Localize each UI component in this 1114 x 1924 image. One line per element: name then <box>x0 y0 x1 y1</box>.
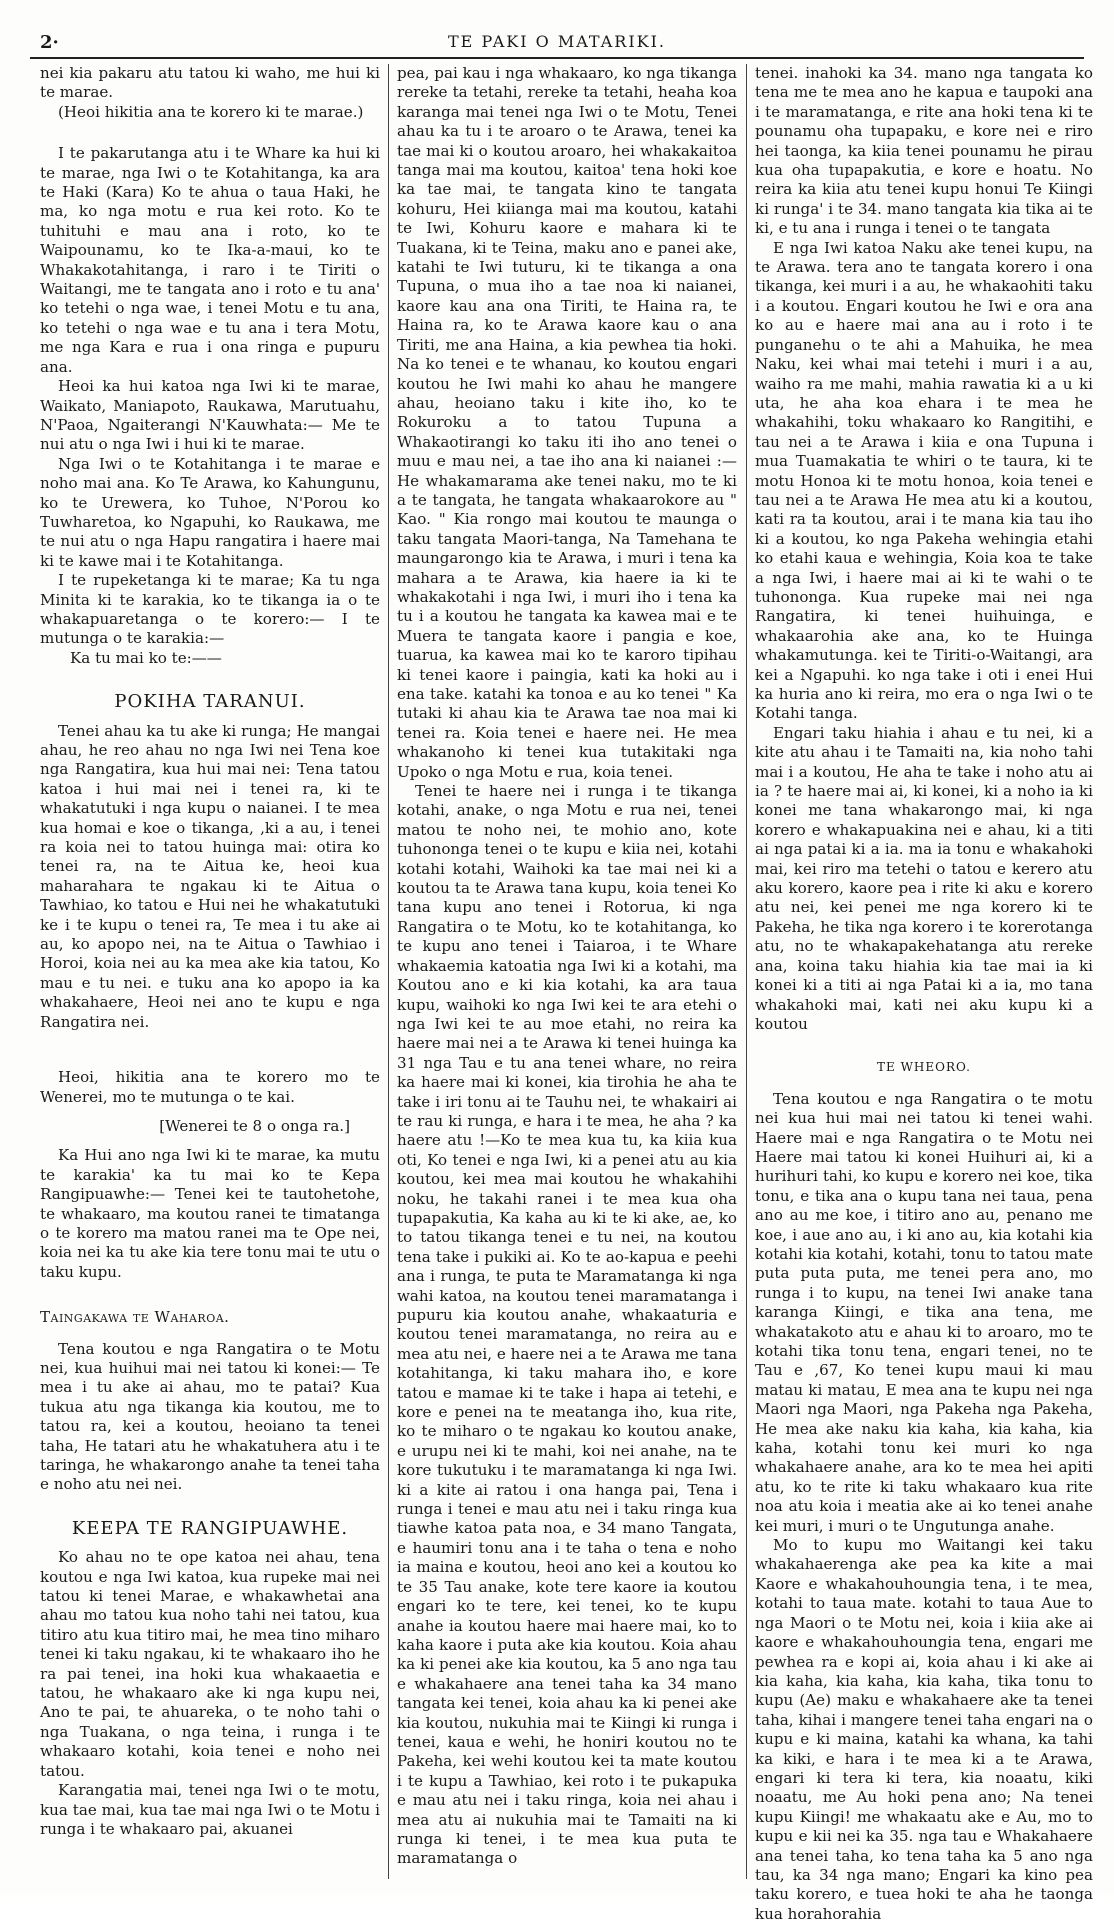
paragraph: Heoi ka hui katoa nga Iwi ki te marae, Waikato, Maniapoto, Raukawa, Marutuahu, N'Paoa, Ngaiterangi N'Kauwhata:— Me te nui atu o nga Iwi i hui ki te marae. <box>40 377 380 454</box>
paragraph: Ko ahau no te ope katoa nei ahau, tena koutou e nga Iwi katoa, kua rupeke mai nei tatou ki tenei Marae, e whakawhetai ana ahau mo tatou kua noho tahi nei tatou, kua titiro atu kua titiro mai, he mea tino miharo tenei ki taku ngakau, ki te whakaaro iho he ra pai tenei, ina hoki kua whakaaetia e tatou, he whakaaro ake ki nga kupu nei, Ano te pai, te ahuareka, o te noho tahi o nga Tuakana, o nga teina, i runga i te whakaaro kotahi, koia tenei e noho nei tatou. <box>40 1548 380 1780</box>
paragraph: Karangatia mai, tenei nga Iwi o te motu, kua tae mai, kua tae mai nga Iwi o te Motu i runga i te whakaaro pai, akuanei <box>40 1781 380 1838</box>
column-2 <box>397 64 737 1879</box>
column-divider <box>746 64 747 1879</box>
stage-direction: (Heoi hikitia ana te korero ki te marae.) <box>58 102 364 121</box>
paragraph: nei kia pakaru atu tatou ki waho, me hui ki te marae. <box>40 64 380 102</box>
page-header <box>30 30 1084 54</box>
column-1 <box>40 64 380 1879</box>
paragraph: Mo to kupu mo Waitangi kei taku whakahaerenga ake pea ka kite a mai Kaore e whakahouhoungia tena, i te mea, kotahi to taua mate. kotahi to taua Aue to nga Maori o te Motu nei, koia i kiia ake ai kaore e whakahouhoungia tena, engari me pewhea ra e kopi ai, koia ahau i ki ake ai kia kaha, kia kaha, kia kaha, tika tonu to kupu (Ae) maku e whakahaere ake ta tenei taha, kihai i mangere tenei taha engari na o kupu e ki maina, katahi ka whana, ka tahi ka kiki, e hara i te mea ki a te Arawa, engari ki tera ki tera, kia noaatu, kiki noaatu, me Au hoki pena ano; Na tenei kupu Kiingi! me whakaatu ake e Au, mo to kupu e kii nei ka 35. nga tau e Whakahaere ana tenei taha, ko tena taha ka 5 ano nga tau, ka 34 nga mano; Engari ka kino pea taku korero, e tuea hoki te aha he taonga kua horahorahia <box>755 1536 1093 1923</box>
paragraph: I te pakarutanga atu i te Whare ka hui ki te marae, nga Iwi o te Kotahitanga, ka ara te Haki (Kara) Ko te ahua o taua Haki, he ma, ko nga motu e rua kei roto. Ko te tuhituhi e mau ana i roto, ko te Waipounamu, ko te Ika-a-maui, ko te Whakakotahitanga, i raro i te Tiriti o Waitangi, me te tangata ano i roto e tu ana' ko tetehi o nga wae, i tenei Motu e tu ana, ko tetehi o nga wae e tu ana i tera Motu, me nga Kara e rua i ona ringa e pupuru ana. <box>40 144 380 376</box>
speaker-heading-taingakawa: Taingakawa te Waharoa. <box>40 1308 230 1327</box>
speaker-heading-wheoro: TE WHEORO. <box>877 1060 971 1075</box>
column-3 <box>755 64 1093 1923</box>
page-number: 2· <box>40 32 59 53</box>
paragraph: Tenei te haere nei i runga i te tikanga kotahi, anake, o nga Motu e rua nei, tenei matou te noho nei, te mohio ano, kote tuhononga tenei o te kupu e kiia nei, kotahi kotahi kotahi, Waihoki ka tae mai nei ki a koutou ta te Arawa tana kupu, koia tenei Ko tana kupu ano tenei i Rotorua, ki nga Rangatira o te Motu, ko te kotahitanga, ko te kupu ano tenei i Taiaroa, i te Whare whakaemia katoatia nga Iwi ki a kotahi, ma Koutou ano e ki kia kotahi, ka ara taua kupu, waihoki ko nga Iwi kei te ara etehi o nga Iwi kei te au moe etahi, no reira ka haere mai nei a te Arawa ki tenei huinga ka 31 nga Tau e tu ana tenei whare, no reira ka haere mai ki konei, kia tirohia he aha te take i iri tonu ai te Tauhu nei, te whakairi ai te rau ki runga, e hara i te mea, he aha ? ka haere atu !—Ko te mea kua tu, ka kiia kua oti, Ko tenei e nga Iwi, ki a penei atu au kia koutou, kei mea mai koutou he whakahihi noku, he takahi ranei i te mea kua oha tupapakutia, Ka kaha au ki te ki ake, ae, ko to tatou tikanga tenei e tu nei, na koutou tena take i pukiki ai. Ko te ao-kapua e peehi ana i runga, te puta te Maramatanga ki nga wahi katoa, na koutou tenei maramatanga i pupuru kia koutou anahe, whakaaturia e koutou tenei maramatanga, no reira au e mea atu nei, e haere nei a te Arawa me tana kotahitanga, ki taku mahara iho, e kore tatou e mamae ki te take i hapa ai tetehi, e kore e penei na te meatanga iho, kua rite, ko te miharo o te ngakau ko koutou anake, e urupu nei ki te mahi, koi nei anahe, na te kore tukutuku i te maramatanga ki nga Iwi. ki a kite ai ratou i ona hanga pai, Tena i runga i tenei e mau atu nei i taku ringa kua tiawhe katoa pata noa, e 34 mano Tangata, e haumiri tonu ana i te taha o tena e noho ia maina e koutou, heoi ano kei a koutou ko te 35 Tau anake, kote tere kaore ia koutou engari ko te tere, kei tenei, ko te kupu anahe ia koutou haere mai haere mai, ko to kaha kaore i puta ake kia koutou. Koia ahau ka ki penei ake kia koutou, ka 5 ano nga tau e whakahaere ana tenei taha ka 34 mano tangata kei tenei, koia ahau ka ki penei ake kia koutou, nukuhia mai te Kiingi ki runga i tenei, kaua e wehi, he honiri koutou no te Pakeha, kei wehi koutou kei ta mate koutou i te kupu a Tawhiao, kei roto i te pukapuka e mau atu nei i taku ringa, koia nei ahau i mea atu ai nukuhia mai te Tamaiti na ki runga ki tenei, i te mea kua puta te maramatanga o <box>397 782 737 1868</box>
paragraph: I te rupeketanga ki te marae; Ka tu nga Minita ki te karakia, ko te tikanga ia o te whakapuaretanga o te korero:— I te mutunga o te karakia:— <box>40 571 380 648</box>
newspaper-title: TE PAKI O MATARIKI. <box>448 32 666 51</box>
speaker-heading-keepa: KEEPA TE RANGIPUAWHE. <box>71 1517 349 1539</box>
paragraph: pea, pai kau i nga whakaaro, ko nga tikanga rereke ta tetahi, rereke ta tetahi, heaha koa karanga mai tenei nga Iwi o te Motu, Tenei ahau ka tu i te aroaro o te Arawa, tenei ka tae mai ki o koutou aroaro, hei whakakaitoa tanga mai ma koutou, kaitoa' tena hoki koe ka tae mai, te tangata kino te tangata kohuru, Hei kiianga mai ma koutou, katahi te Iwi, Kohuru kaore e mahara ki te Tuakana, ki te Teina, maku ano e panei ake, katahi te Iwi tuturu, ki te tikanga a ona Tupuna, o mua iho a tae noa ki naianei, kaore kau ana ona Tiriti, te Haina ra, te Haina ra, ko te Arawa kaore kau o ana Tiriti, me ana Haina, a kia pewhea tia hoki. Na ko tenei e te whanau, ko koutou engari koutou he Iwi mahi ko ahau he mangere ahau, heoiano taku i kite iho, ko te Rokuroku a to tatou Tupuna a Whakaotirangi ko taku iti iho ano tenei o muu e mau nei, a tae iho ana ki naianei :— He whakamarama ake tenei naku, mo te ki a te tangata, he tangata whakaarokore au " Kao. " Kia rongo mai koutou te maunga o taku tangata Maori-tanga, Na Tamehana te maungarongo kia te Arawa, i muri i tena ka mahara a te Arawa, kia haere ia ki te whakakotahi i nga Iwi, i muri iho i tena ka tu i a koutou he tangata ka kawea mai e te Muera te tangata kaore i pangia e koe, tuarua, ka kawea mai ko te karoro tipihau ki tenei kaore i paingia, kati ka hoki au i ena take. katahi ka tonoa e au ko tenei " Ka tutaki ki ahau kia te Arawa tae noa mai ki tenei ra. Koia tenei e haere nei. He mea whakanoho ki tenei kua tutakitaki nga Upoko o nga Motu e rua, koia tenei. <box>397 64 737 781</box>
paragraph: tenei. inahoki ka 34. mano nga tangata ko tena me te mea ano he kapua e taupoki ana i te maramatanga, e rite ana hoki tena ki te pounamu oha tupapaku, e kore nei e riro hei taonga, ka kiia tenei pounamu he pirau kua oha tupapakutia, e kore e hoatu. No reira ka kiia atu tenei kupu honui Te Kiingi ki runga' i te 34. mano tangata kia tika ai te ki, e tu ana i runga i tenei o te tangata <box>755 64 1093 238</box>
paragraph: Tenei ahau ka tu ake ki runga; He mangai ahau, he reo ahau no nga Iwi nei Tena koe nga Rangatira, kua hui mai nei: Tena tatou katoa i hui mai nei i tenei ra, ki te whakatutuki i nga kupu o naianei. I te mea kua homai e koe o tikanga, ,ki a au, i tenei ra koia nei to tatou huinga mai: otira ko tenei ra, na te Aitua ke, heoi kua maharahara te ngakau ki te Aitua o Tawhiao, ko tatou e Hui nei he whakatutuki ke i te kupu o tenei ra, Te mea i tu ake ai au, ko apopo nei, na te Aitua o Tawhiao i Horoi, koia nei au ka mea ake kia tatou, Ko mau e tu nei. e tuku ana ko apopo ia ka whakahaere, Heoi nei ano te kupu e nga Rangatira nei. <box>40 721 380 1031</box>
header-rule <box>30 57 1084 59</box>
paragraph: Tena koutou e nga Rangatira o te Motu nei, kua huihui mai nei tatou ki konei:— Te mea i tu ake ai ahau, mo te patai? Kua tukua atu nga tikanga kia koutou, me to tatou ra, kei a koutou, heoiano ta tenei taha, He tatari atu he whakatuhera atu i te taringa, he whakarongo anahe ta tenei taha e noho atu nei nei. <box>40 1339 380 1494</box>
paragraph: Ka tu mai ko te:—— <box>70 648 222 667</box>
paragraph: Nga Iwi o te Kotahitanga i te marae e noho mai ana. Ko Te Arawa, ko Kahungunu, ko te Urewera, ko Tuhoe, N'Porou ko Tuwharetoa, ko Ngapuhi, ko Raukawa, me te nui atu o nga Hapu rangatira i haere mai ki te kawe mai i te Kotahitanga. <box>40 454 380 570</box>
date-line: [Wenerei te 8 o onga ra.] <box>159 1116 350 1135</box>
paragraph: E nga Iwi katoa Naku ake tenei kupu, na te Arawa. tera ano te tangata korero i ona tikanga, kei muri i a au, he whakaohiti taku i a koutou. Engari koutou he Iwi e ora ana ko au e haere mai ana au i roto i te punganehu o te ahi a Mahuika, he mea Naku, kei whai mai tetehi i muri i a au, waiho ra me mahi, mahia rawatia ki a u ki uta, he aha koa ehara i te mea he whakahihi, toku whakaaro ko Rangitihi, e tau nei a te Arawa i kiia e ona Tupuna i mua Tuamakatia te whiri o te taura, ki te motu Honoa ki te motu honoa, koia tenei e tau nei a te Arawa He mea atu ki a koutou, kati ra ta koutou, arai i te mana kia tau iho ki a koutou, ko nga Pakeha wehingia etahi ko etahi kaua e wehingia, Koia koa te take a nga Iwi, i haere mai ai ki te wahi o te tuhononga. Kua rupeke mai nei nga Rangatira, ki tenei huihuinga, e whakaarohia ake ana, ko te Huinga whakamutunga. kei te Tiriti-o-Waitangi, ara kei a Ngapuhi. ko nga take i oti i enei Hui ka huria ano ki reira, mo era o nga Iwi o te Kotahi tanga. <box>755 238 1093 723</box>
paragraph: Engari taku hiahia i ahau e tu nei, ki a kite atu ahau i te Tamaiti na, kia noho tahi mai i a koutou, He aha te take i noho atu ai ia ? te haere mai ai, ki konei, ki a noho ia ki konei me tana whakarongo mai, ki nga korero e whakapuakina nei e ahau, ki a titi ai nga patai ki a ia. ma ia tonu e whakahoki mai, kei riro ma tetehi o tatou e kerero atu aku korero, kaore pea i rite ki aku e korero atu nei, kei penei me nga korero ki te Pakeha, he tika nga korero i te korerotanga atu, no te whakapakehatanga atu rereke ana, koina taku hiahia kia tae mai ia ki konei ki a titi ai nga Patai ki a ia, mo tana whakahoki mai, kati nei aku kupu ki a koutou <box>755 723 1093 1033</box>
column-divider <box>388 64 389 1879</box>
speaker-heading-pokiha: POKIHA TARANUI. <box>114 691 306 713</box>
paragraph: Ka Hui ano nga Iwi ki te marae, ka mutu te karakia' ka tu mai ko te Kepa Rangipuawhe:— Tenei kei te tautohetohe, te whakaaro, ma koutou ranei te timatanga o te korero ma matou ranei ma te Ope nei, koia nei ka tu ake kia tere tonu mai te utu o taku kupu. <box>40 1146 380 1281</box>
paragraph: Tena koutou e nga Rangatira o te motu nei kua hui mai nei tatou ki tenei wahi. Haere mai e nga Rangatira o te Motu nei Haere mai tatou ki konei Huihuri ai, ki a hurihuri tahi, ko kupu e korero nei koe, tika tonu, e tika ana o kupu tana nei taua, pena ano au me koe, i titiro ano au, penano me koe, i aue ano au, i ki ano au, kia kotahi kia kotahi kia kotahi, kotahi, tonu to tatou mate puta puta puta, me tenei pera ano, mo runga i to kupu, na tenei Iwi anake tana karanga Kiingi, e tika ana tena, me whakatakoto atu e ahau ki to aroaro, mo te kotahi tika tonu tena, engari tenei, no te Tau e ,67, Ko tenei kupu maui ki mau matau ki matau, E mea ana te kupu nei nga Maori nga Maori, nga Pakeha nga Pakeha, He mea ake naku kia kaha, kia kaha, kia kaha, kotahi tonu kei muri ko nga whakahaere anahe, ara ko te mea hei apiti atu, ko te rite ki taku whakaaro kua rite noa atu koia i meatia ake ai ko tenei anahe kei muri, i muri o te Ungutunga anahe. <box>755 1089 1093 1535</box>
paragraph: Heoi, hikitia ana te korero mo te Wenerei, mo te mutunga o te kai. <box>40 1068 380 1106</box>
